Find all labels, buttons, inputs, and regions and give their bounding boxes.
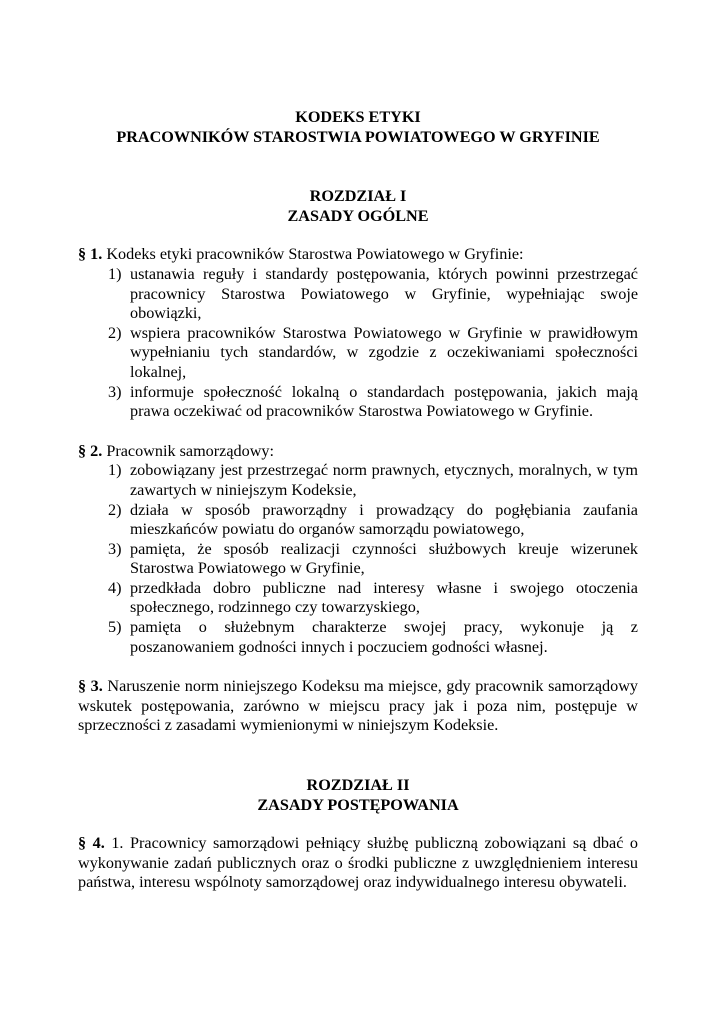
section-3-text: Naruszenie norm niniejszego Kodeksu ma miejsce, gdy pracownik samorządowy wskutek postępowania, zarówno w miejscu pracy jak i poza nim, postępuje w sprzeczności z zasadami wymienionymi w niniejszym Kodeksie. — [78, 677, 639, 735]
section-4-symbol: § 4. — [78, 834, 105, 853]
list-item — [78, 618, 638, 657]
list-item-text: działa w sposób praworządny i prowadzący do pogłębiania zaufania mieszkańców powiatu do organów samorządu powiatowego, — [130, 500, 638, 539]
list-item — [78, 265, 638, 324]
list-item-number: 3) — [108, 539, 122, 558]
section-4 — [78, 834, 638, 893]
list-item-number: 1) — [108, 461, 122, 480]
spacer — [78, 657, 638, 677]
section-2-list — [78, 461, 638, 657]
list-item-text: pamięta, że sposób realizacji czynności służbowych kreuje wizerunek Starostwa Powiatowego w Gryfinie, — [130, 539, 638, 578]
list-item — [78, 383, 638, 422]
list-item — [78, 540, 638, 579]
section-2-intro: Pracownik samorządowy: — [106, 441, 275, 460]
list-item — [78, 324, 638, 383]
list-item-text: wspiera pracowników Starostwa Powiatowego w Gryfinie w prawidłowym wypełnianiu tych standardów, w zgodzie z oczekiwaniami społeczności lokalnej, — [130, 323, 638, 381]
list-item-number: 1) — [108, 264, 122, 283]
section-4-text: 1. Pracownicy samorządowi pełniący służbę publiczną zobowiązani są dbać o wykonywanie zadań publicznych oraz o środki publiczne z uwzględnieniem interesu państwa, interesu wspólnoty samorządowej oraz indywidualnego interesu obywateli. — [78, 834, 639, 892]
list-item-number: 5) — [108, 618, 122, 637]
list-item — [78, 461, 638, 500]
document-title-line1: KODEKS ETYKI — [295, 108, 421, 126]
list-item-text: przedkłada dobro publiczne nad interesy własne i swojego otoczenia społecznego, rodzinnego czy towarzyskiego, — [130, 578, 638, 617]
list-item-number: 4) — [108, 578, 122, 597]
section-1-symbol: § 1. — [78, 245, 103, 264]
list-item-text: informuje społeczność lokalną o standardach postępowania, jakich mają prawa oczekiwać od pracowników Starostwa Powiatowego w Gryfinie. — [130, 382, 638, 421]
section-1-intro: Kodeks etyki pracowników Starostwa Powiatowego w Gryfinie: — [106, 245, 524, 264]
chapter-2-title: ZASADY POSTĘPOWANIA — [257, 795, 459, 814]
chapter-1-number: ROZDZIAŁ I — [309, 187, 407, 206]
list-item — [78, 579, 638, 618]
section-2-symbol: § 2. — [78, 441, 103, 460]
section-3 — [78, 677, 638, 736]
list-item-text: ustanawia reguły i standardy postępowania, których powinni przestrzegać pracownicy Starostwa Powiatowego w Gryfinie, wypełniając swoje obowiązki, — [130, 264, 638, 323]
section-1 — [78, 245, 638, 265]
document-page — [78, 108, 638, 893]
section-1-list — [78, 265, 638, 422]
document-title — [78, 108, 638, 147]
document-title-line2: PRACOWNIKÓW STAROSTWIA POWIATOWEGO W GRYFINIE — [116, 127, 600, 146]
chapter-2-number: ROZDZIAŁ II — [306, 776, 410, 795]
list-item-number: 2) — [108, 500, 122, 519]
spacer — [78, 736, 638, 776]
chapter-1-title: ZASADY OGÓLNE — [287, 206, 429, 225]
list-item-text: zobowiązany jest przestrzegać norm prawnych, etycznych, moralnych, w tym zawartych w niniejszym Kodeksie, — [130, 461, 638, 499]
list-item — [78, 501, 638, 540]
list-item-text: pamięta o służebnym charakterze swojej pracy, wykonuje ją z poszanowaniem godności innych i poczuciem godności własnej. — [130, 618, 638, 656]
list-item-number: 3) — [108, 382, 122, 401]
chapter-1-heading — [78, 187, 638, 226]
section-3-symbol: § 3. — [78, 677, 103, 696]
chapter-2-heading — [78, 776, 638, 815]
list-item-number: 2) — [108, 323, 122, 342]
section-2 — [78, 442, 638, 462]
spacer — [78, 422, 638, 442]
